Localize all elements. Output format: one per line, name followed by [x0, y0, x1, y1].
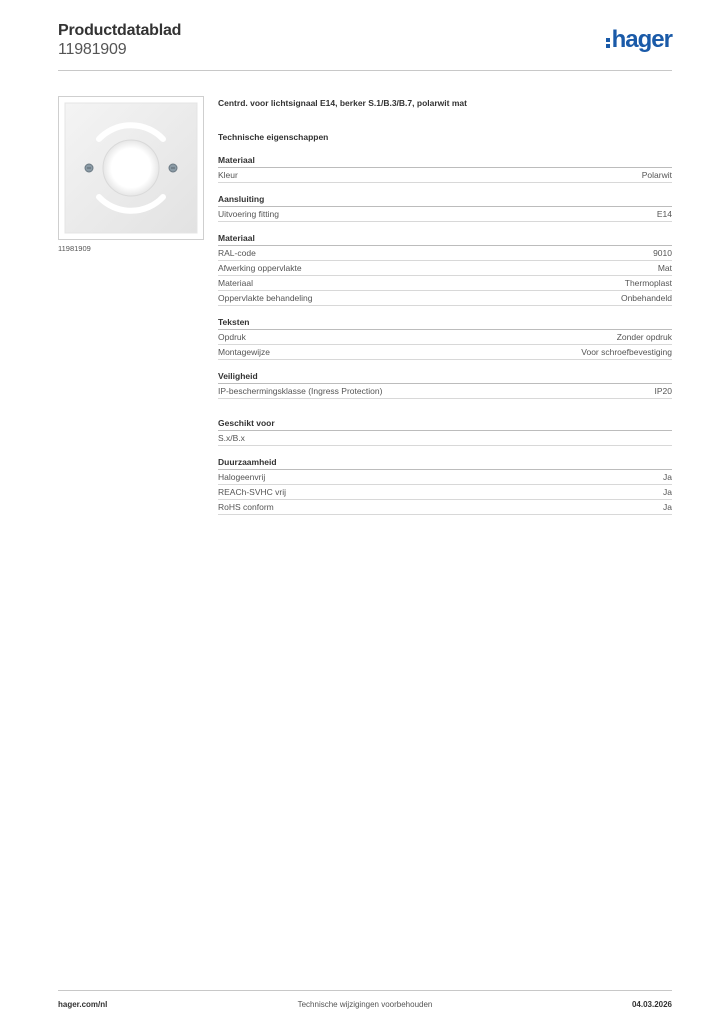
spec-value: Mat — [657, 263, 672, 273]
spec-row — [218, 345, 672, 360]
spec-value: Ja — [663, 472, 672, 482]
footer-date: 04.03.2026 — [631, 1000, 672, 1009]
spec-value: Polarwit — [641, 170, 672, 180]
spec-section — [218, 193, 672, 222]
spec-row — [218, 207, 672, 222]
section-heading: Aansluiting — [218, 193, 672, 207]
spec-value: Thermoplast — [624, 278, 672, 288]
section-heading: Duurzaamheid — [218, 456, 672, 470]
logo-text: hager — [611, 26, 672, 53]
spec-row — [218, 246, 672, 261]
spec-value: Zonder opdruk — [616, 332, 672, 342]
spec-value: Onbehandeld — [620, 293, 672, 303]
spec-value: 9010 — [653, 248, 672, 258]
section-heading: Geschikt voor — [218, 417, 672, 431]
spec-row — [218, 470, 672, 485]
spec-label: RoHS conform — [218, 502, 274, 512]
spec-label: Opdruk — [218, 332, 246, 342]
section-heading: Teksten — [218, 316, 672, 330]
spec-value: Ja — [663, 487, 672, 497]
spec-value: Ja — [663, 502, 672, 512]
product-image — [58, 96, 204, 240]
spec-label: IP-beschermingsklasse (Ingress Protection) — [218, 386, 383, 396]
spec-section — [218, 154, 672, 183]
spec-row — [218, 485, 672, 500]
spec-row — [218, 261, 672, 276]
spec-label: REACh-SVHC vrij — [218, 487, 287, 497]
spec-row — [218, 168, 672, 183]
spec-section — [218, 417, 672, 446]
footer-note: Technische wijzigingen voorbehouden — [297, 1000, 433, 1009]
spec-sections — [218, 154, 672, 515]
spec-label: Montagewijze — [218, 347, 270, 357]
section-heading: Veiligheid — [218, 370, 672, 384]
spec-label: S.x/B.x — [218, 433, 245, 443]
spec-row — [218, 291, 672, 306]
spec-section — [218, 316, 672, 360]
logo-colon-icon — [606, 38, 610, 48]
spec-label: Halogeenvrij — [218, 472, 266, 482]
spec-value: E14 — [656, 209, 672, 219]
spec-section — [218, 232, 672, 306]
spec-value: IP20 — [654, 386, 672, 396]
spec-value: Voor schroefbevestiging — [581, 347, 672, 357]
spec-section — [218, 370, 672, 399]
spec-content — [218, 96, 672, 515]
image-caption: 11981909 — [58, 244, 91, 253]
page-title: Productdatablad — [58, 22, 182, 39]
spec-row — [218, 276, 672, 291]
hager-logo — [606, 26, 672, 54]
page-header — [58, 20, 672, 71]
spec-label: RAL-code — [218, 248, 256, 258]
product-description: Centrd. voor lichtsignaal E14, berker S.1/B.3/B.7, polarwit mat — [218, 98, 467, 108]
footer-website[interactable]: hager.com/nl — [58, 1000, 108, 1009]
page-footer — [58, 990, 672, 1015]
spec-row — [218, 500, 672, 515]
spec-label: Oppervlakte behandeling — [218, 293, 313, 303]
spec-label: Uitvoering fitting — [218, 209, 279, 219]
section-heading: Materiaal — [218, 232, 672, 246]
section-heading: Materiaal — [218, 154, 672, 168]
spec-section — [218, 456, 672, 515]
spec-label: Materiaal — [218, 278, 253, 288]
tech-heading: Technische eigenschappen — [218, 132, 329, 142]
product-number: 11981909 — [58, 41, 127, 58]
spec-row — [218, 330, 672, 345]
spec-label: Kleur — [218, 170, 238, 180]
product-cover-plate-icon — [59, 97, 203, 239]
spec-row — [218, 384, 672, 399]
spec-label: Afwerking oppervlakte — [218, 263, 302, 273]
spec-row — [218, 431, 672, 446]
